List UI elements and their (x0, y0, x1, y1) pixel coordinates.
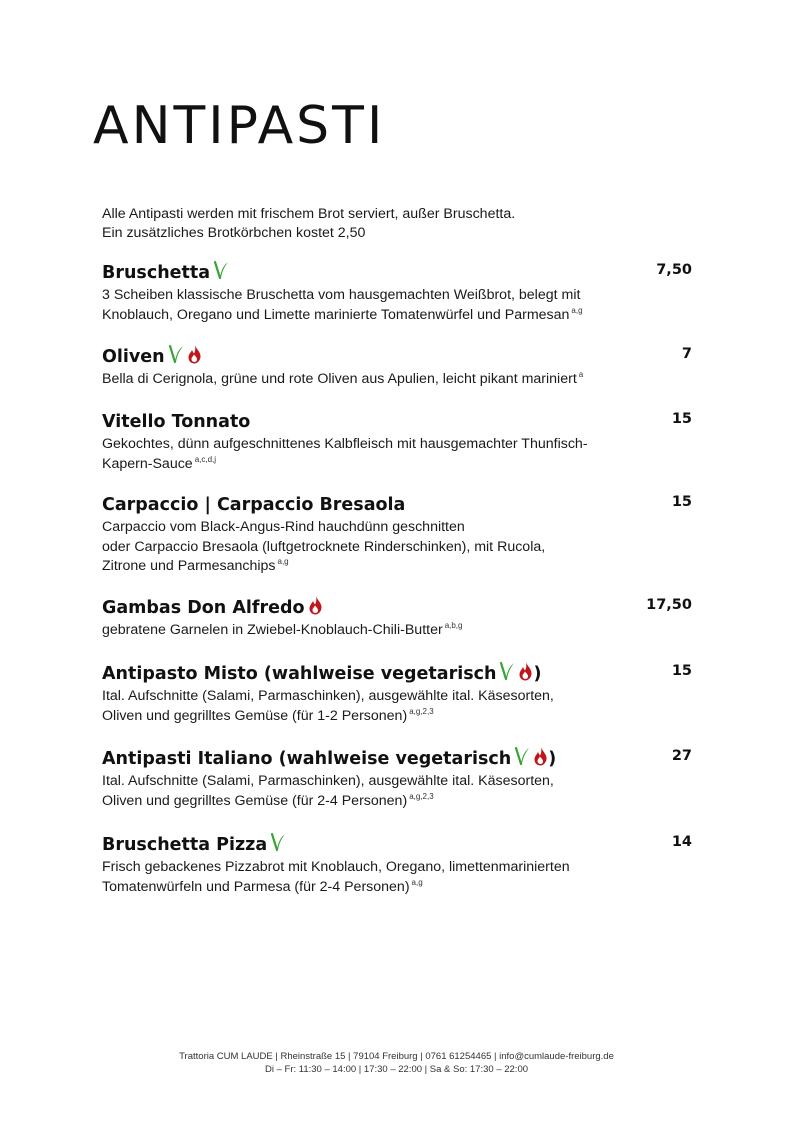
menu-item-carpaccio (102, 492, 692, 577)
item-desc-line: oder Carpaccio Bresaola (luftgetrocknete Rinderschinken), mit Rucola, (102, 538, 546, 555)
menu-item-antipasti-italiano (102, 746, 692, 811)
item-desc-line: Carpaccio vom Black-Angus-Rind hauchdünn geschnitten (102, 519, 465, 535)
intro-text (102, 205, 702, 243)
leaf-icon (270, 832, 286, 857)
item-desc-line: Oliven und gegrilltes Gemüse (für 2-4 Personen) (102, 792, 408, 809)
chili-flame-icon (308, 595, 323, 620)
intro-line: Ein zusätzliches Brotkörbchen kostet 2,50 (102, 225, 366, 241)
leaf-icon (168, 344, 184, 369)
item-name-suffix: ) (548, 749, 557, 769)
item-name: Gambas Don Alfredo (102, 598, 305, 618)
allergen-codes: a,g,2,3 (409, 706, 434, 716)
leaf-icon (499, 661, 515, 686)
item-desc-line: Zitrone und Parmesanchips (102, 558, 276, 574)
menu-item-gambas-don-alfredo (102, 595, 692, 641)
item-desc-line: Oliven und gegrilltes Gemüse (für 1-2 Personen) (102, 707, 408, 724)
item-price: 14 (671, 834, 692, 850)
chili-flame-icon (533, 746, 548, 771)
allergen-codes: a,c,d,j (194, 454, 217, 464)
chili-flame-icon (187, 344, 202, 369)
item-desc-line: Frisch gebackenes Pizzabrot mit Knoblauch, Oregano, limettenmarinierten (102, 859, 570, 875)
menu-item-vitello-tonnato (102, 409, 692, 474)
item-desc-line: Knoblauch, Oregano und Limette marinierte Tomatenwürfel und Parmesan (102, 306, 570, 323)
item-price: 7 (681, 346, 692, 362)
intro-line: Alle Antipasti werden mit frischem Brot serviert, außer Bruschetta. (102, 206, 516, 222)
item-name: Bruschetta (102, 263, 211, 283)
item-price: 15 (671, 663, 692, 679)
item-desc-line: Bella di Cerignola, grüne und rote Oliven aus Apulien, leicht pikant mariniert (102, 371, 577, 387)
allergen-codes: a,g (277, 557, 289, 566)
chili-flame-icon (518, 661, 533, 686)
item-desc-line: Tomatenwürfeln und Parmesa (für 2-4 Personen) (102, 878, 410, 895)
item-name: Carpaccio | Carpaccio Bresaola (102, 495, 406, 515)
allergen-codes: a (578, 370, 584, 379)
item-name: Vitello Tonnato (102, 412, 251, 432)
allergen-codes: a,g (411, 877, 423, 887)
item-name: Bruschetta Pizza (102, 835, 268, 855)
menu-item-bruschetta (102, 260, 692, 325)
item-price: 15 (671, 411, 692, 427)
item-name: Antipasti Italiano (wahlweise vegetarisch (102, 749, 512, 769)
footer (0, 1050, 793, 1076)
item-desc-line: Gekochtes, dünn aufgeschnittenes Kalbfleisch mit hausgemachter Thunfisch- (102, 436, 588, 452)
footer-contact: Trattoria CUM LAUDE | Rheinstraße 15 | 79104 Freiburg | 0761 61254465 | info@cumlaude-freiburg.de (179, 1051, 614, 1062)
allergen-codes: a,b,g (444, 621, 463, 630)
footer-hours: Di – Fr: 11:30 – 14:00 | 17:30 – 22:00 | Sa & So: 17:30 – 22:00 (264, 1064, 529, 1075)
item-desc-line: Ital. Aufschnitte (Salami, Parmaschinken), ausgewählte ital. Käsesorten, (102, 688, 554, 704)
leaf-icon (514, 746, 530, 771)
item-price: 15 (671, 494, 692, 510)
item-name-suffix: ) (533, 664, 542, 684)
item-desc-line: Ital. Aufschnitte (Salami, Parmaschinken), ausgewählte ital. Käsesorten, (102, 773, 554, 789)
page-title: ANTIPASTI (93, 96, 386, 156)
item-desc-line: Kapern-Sauce (102, 455, 193, 472)
item-desc-line: gebratene Garnelen in Zwiebel-Knoblauch-Chili-Butter (102, 622, 443, 638)
item-desc-line: 3 Scheiben klassische Bruschetta vom hausgemachten Weißbrot, belegt mit (102, 287, 581, 303)
item-name: Antipasto Misto (wahlweise vegetarisch (102, 664, 497, 684)
allergen-codes: a,g,2,3 (409, 791, 434, 801)
item-name: Oliven (102, 347, 165, 367)
leaf-icon (213, 260, 229, 285)
allergen-codes: a,g (571, 305, 583, 315)
item-price: 27 (671, 748, 692, 764)
menu-item-bruschetta-pizza (102, 832, 692, 897)
item-price: 17,50 (646, 597, 692, 613)
menu-item-oliven (102, 344, 692, 390)
menu-item-antipasto-misto (102, 661, 692, 726)
item-price: 7,50 (656, 262, 692, 278)
